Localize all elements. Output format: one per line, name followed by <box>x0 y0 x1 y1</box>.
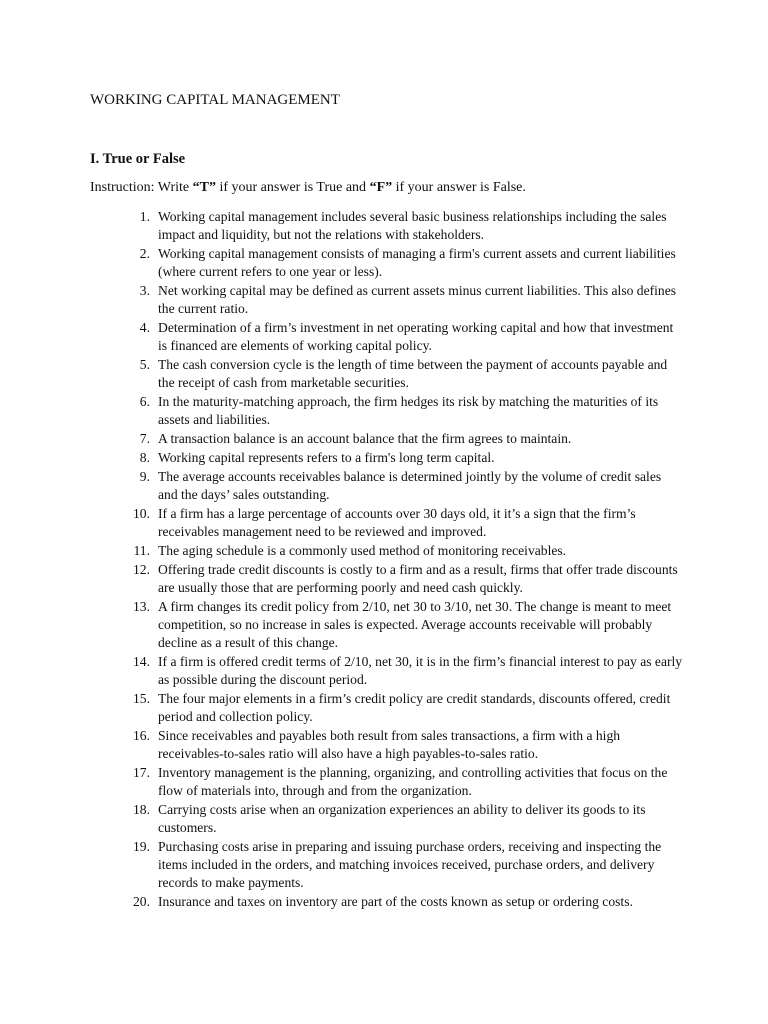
question-text: In the maturity-matching approach, the firm hedges its risk by matching the maturities of its assets and liabilities. <box>158 394 659 427</box>
question-item <box>124 430 684 448</box>
question-item <box>124 505 684 541</box>
question-number: 13. <box>133 599 150 614</box>
question-item <box>124 838 684 892</box>
question-item <box>124 764 684 800</box>
document-title: WORKING CAPITAL MANAGEMENT <box>90 92 340 108</box>
question-text: Determination of a firm’s investment in net operating working capital and how that investment is financed are elements of working capital policy. <box>158 320 674 353</box>
question-text: If a firm has a large percentage of accounts over 30 days old, it it’s a sign that the firm’s receivables management need to be reviewed and improved. <box>158 506 636 539</box>
question-item <box>124 393 684 429</box>
question-number: 9. <box>139 469 150 484</box>
question-text: If a firm is offered credit terms of 2/10, net 30, it is in the firm’s financial interest to pay as early as possible during the discount period. <box>158 654 683 687</box>
question-item <box>124 893 684 911</box>
question-number: 1. <box>139 209 150 224</box>
question-item <box>124 690 684 726</box>
section-heading: I. True or False <box>90 151 186 167</box>
question-item <box>124 598 684 652</box>
question-number: 16. <box>133 728 150 743</box>
question-text: Inventory management is the planning, organizing, and controlling activities that focus on the flow of materials into, through and from the organization. <box>158 765 668 798</box>
question-number: 7. <box>139 431 150 446</box>
question-item <box>124 319 684 355</box>
instruction-prefix: Instruction: Write <box>90 180 193 195</box>
question-number: 6. <box>139 394 150 409</box>
instruction-middle: if your answer is True and <box>215 180 370 195</box>
question-item <box>124 208 684 244</box>
question-list <box>124 208 684 912</box>
question-text: Working capital management includes several basic business relationships including the sales impact and liquidity, but not the relations with stakeholders. <box>158 209 667 242</box>
question-number: 15. <box>133 691 150 706</box>
question-number: 8. <box>139 450 150 465</box>
question-text: Offering trade credit discounts is costly to a firm and as a result, firms that offer trade discounts are usually those that are performing poorly and need cash quickly. <box>158 562 678 595</box>
true-mark: “T” <box>192 180 216 195</box>
question-text: A transaction balance is an account balance that the firm agrees to maintain. <box>158 431 572 446</box>
question-text: Carrying costs arise when an organization experiences an ability to deliver its goods to its customers. <box>158 802 646 835</box>
question-number: 5. <box>139 357 150 372</box>
question-number: 14. <box>133 654 150 669</box>
question-text: Net working capital may be defined as current assets minus current liabilities. This also defines the current ratio. <box>158 283 677 316</box>
question-text: The average accounts receivables balance is determined jointly by the volume of credit sales and the days’ sales outstanding. <box>158 469 662 502</box>
question-item <box>124 727 684 763</box>
question-number: 11. <box>133 543 150 558</box>
question-text: Insurance and taxes on inventory are part of the costs known as setup or ordering costs. <box>158 894 633 909</box>
question-number: 18. <box>133 802 150 817</box>
question-item <box>124 356 684 392</box>
question-number: 19. <box>133 839 150 854</box>
question-text: Working capital management consists of managing a firm's current assets and current liabilities (where current refers to one year or less). <box>158 246 676 279</box>
question-number: 20. <box>133 894 150 909</box>
question-item <box>124 282 684 318</box>
question-text: The cash conversion cycle is the length of time between the payment of accounts payable and the receipt of cash from marketable securities. <box>158 357 668 390</box>
question-text: A firm changes its credit policy from 2/10, net 30 to 3/10, net 30. The change is meant to meet competition, so no increase in sales is expected. Average accounts receivable will probably decline as a result of this change. <box>158 599 672 650</box>
question-item <box>124 653 684 689</box>
question-text: Since receivables and payables both result from sales transactions, a firm with a high receivables-to-sales ratio will also have a high payables-to-sales ratio. <box>158 728 621 761</box>
question-item <box>124 468 684 504</box>
question-item <box>124 561 684 597</box>
instruction-suffix: if your answer is False. <box>392 180 526 195</box>
question-item <box>124 245 684 281</box>
question-number: 17. <box>133 765 150 780</box>
question-item <box>124 801 684 837</box>
question-item <box>124 542 684 560</box>
instruction-text <box>90 180 526 196</box>
question-text: The aging schedule is a commonly used method of monitoring receivables. <box>158 543 567 558</box>
question-number: 10. <box>133 506 150 521</box>
question-number: 3. <box>139 283 150 298</box>
question-text: Working capital represents refers to a firm's long term capital. <box>158 450 495 465</box>
question-text: The four major elements in a firm’s credit policy are credit standards, discounts offered, credit period and collection policy. <box>158 691 671 724</box>
question-item <box>124 449 684 467</box>
false-mark: “F” <box>369 180 393 195</box>
question-text: Purchasing costs arise in preparing and issuing purchase orders, receiving and inspecting the items included in the orders, and matching invoices received, purchase orders, and delivery records to make payments. <box>158 839 662 890</box>
question-number: 12. <box>133 562 150 577</box>
question-number: 4. <box>139 320 150 335</box>
question-number: 2. <box>139 246 150 261</box>
